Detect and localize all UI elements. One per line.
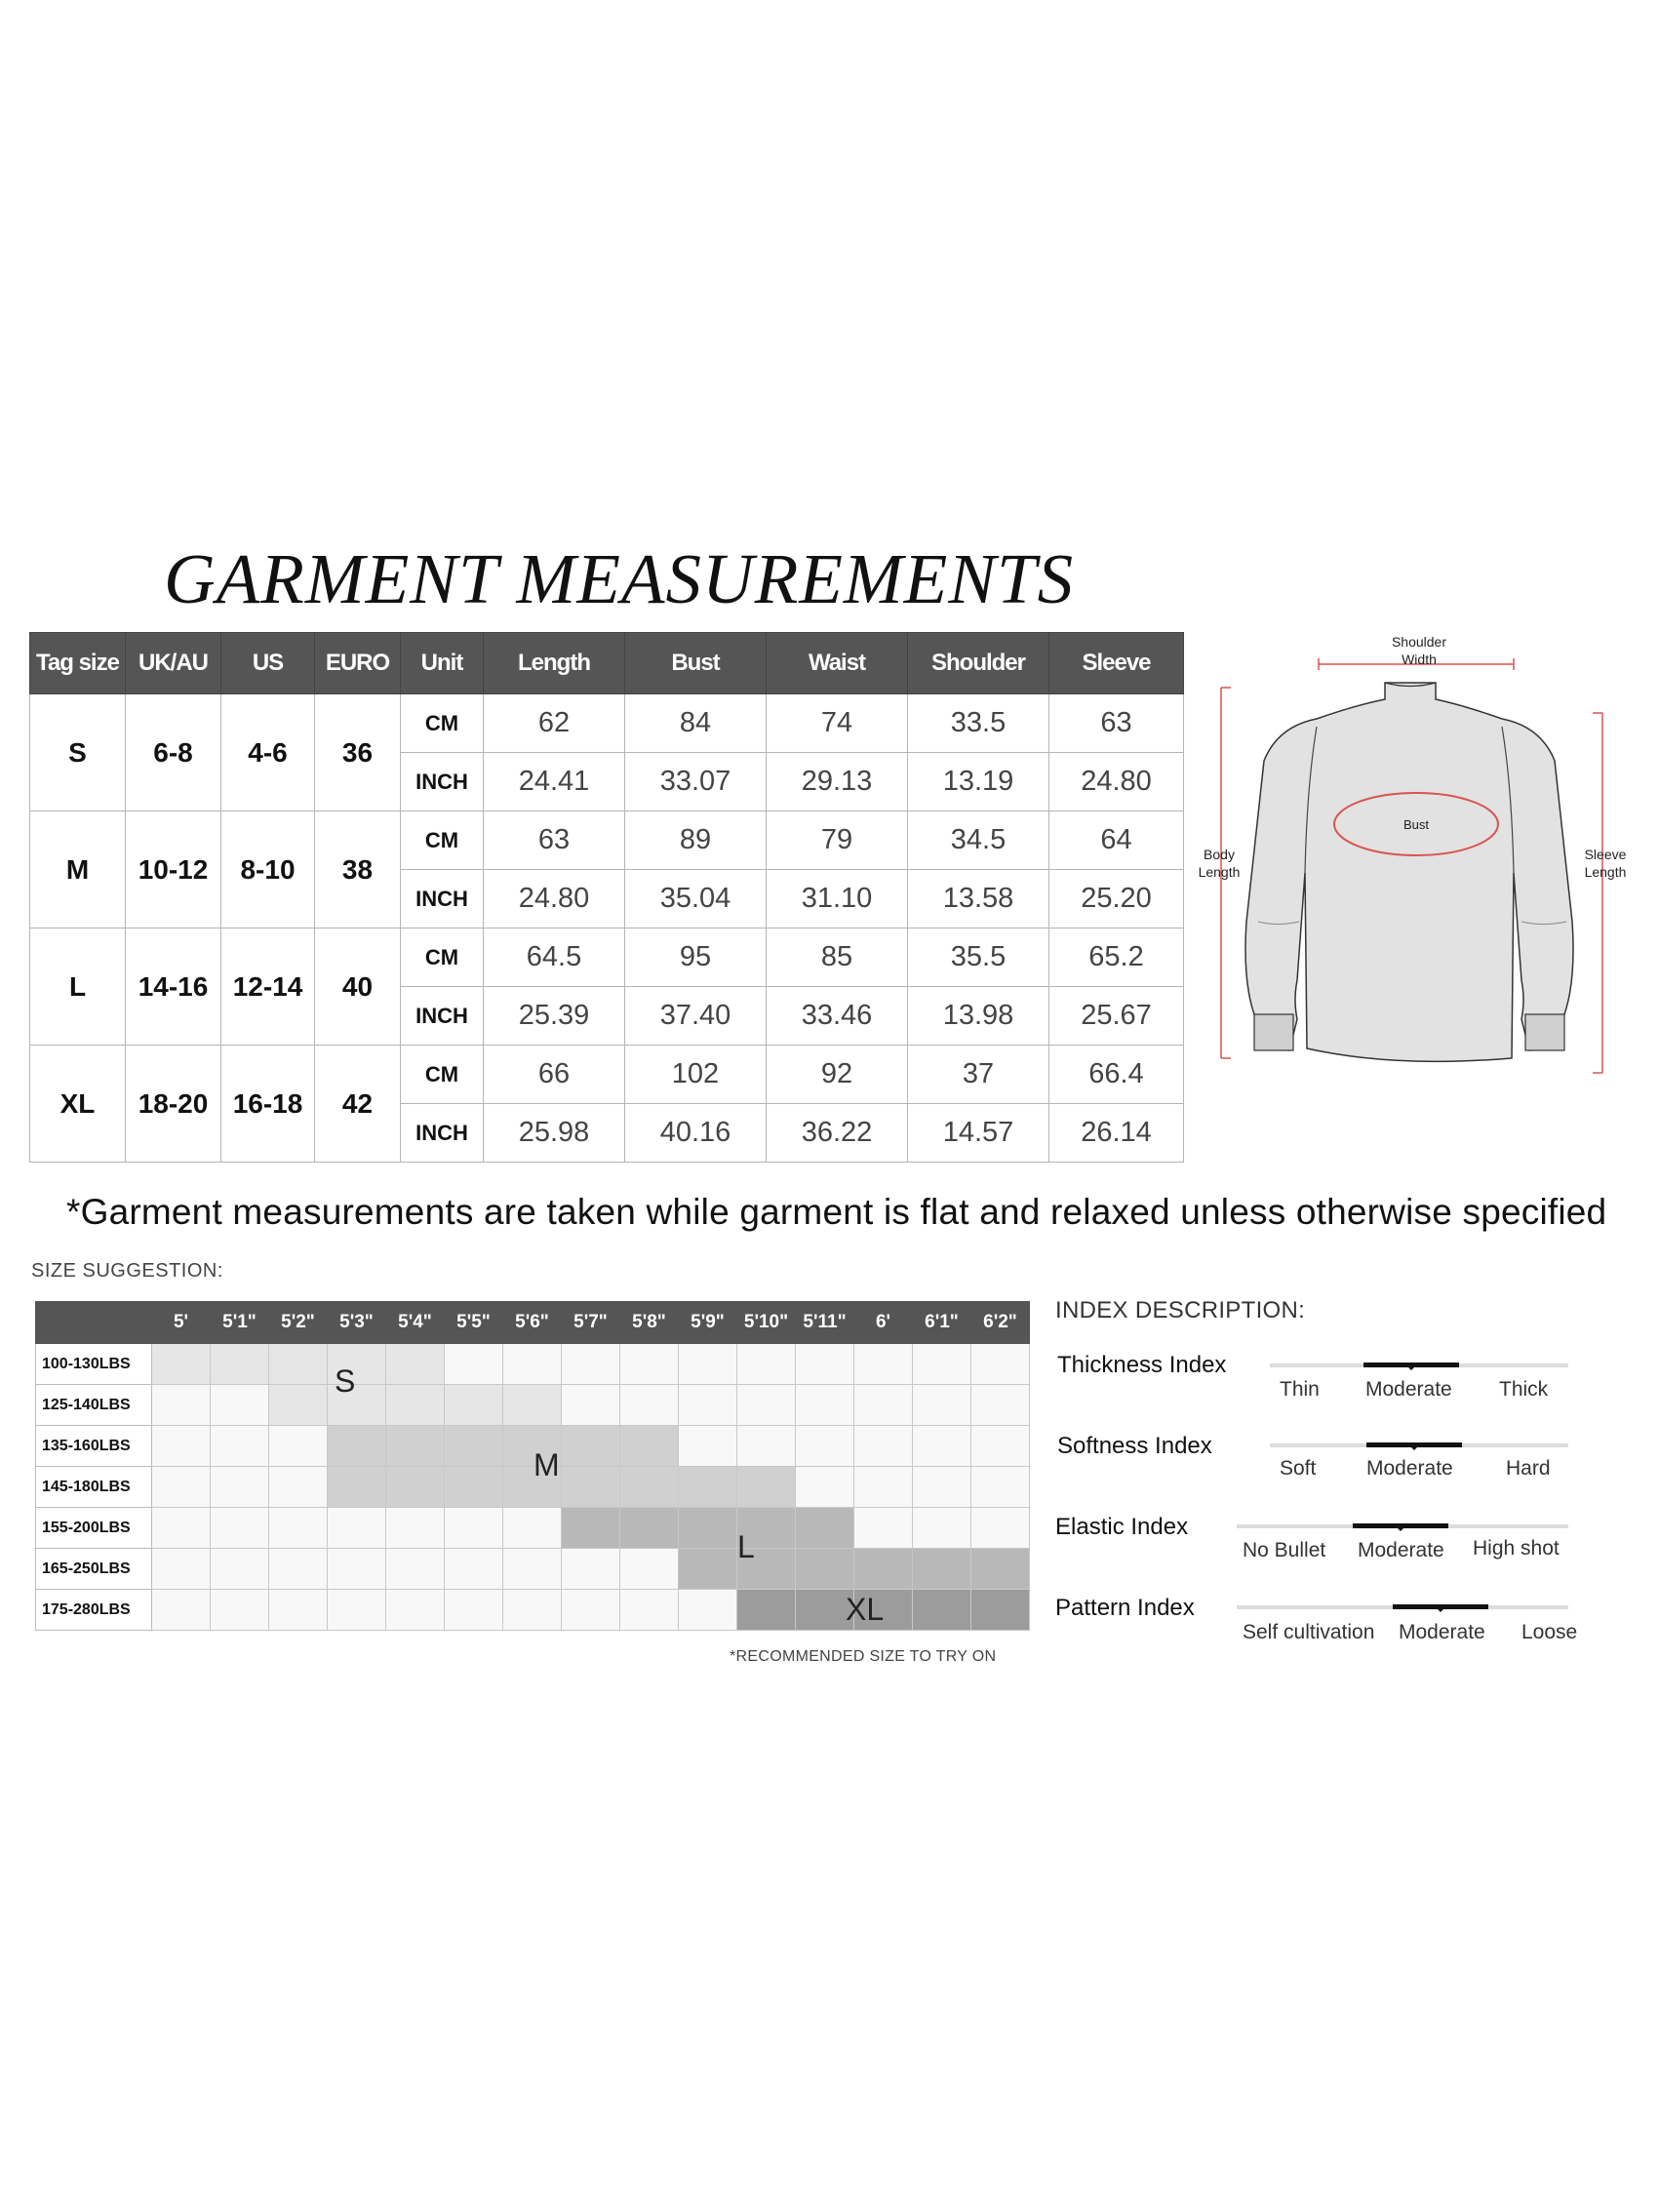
weight-row: [36, 1508, 1030, 1549]
measurement-value: 89: [625, 811, 767, 870]
grid-cell: [562, 1590, 620, 1631]
pattern-option-self-cultivation: Self cultivation: [1243, 1621, 1375, 1643]
height-header: 5'3": [328, 1302, 386, 1344]
pattern-option-loose: Loose: [1521, 1621, 1578, 1643]
uk-au-cell: 18-20: [126, 1046, 221, 1163]
measurement-value: 65.2: [1049, 928, 1184, 987]
grid-cell: [211, 1590, 269, 1631]
grid-cell: [796, 1467, 854, 1508]
grid-cell: [328, 1508, 386, 1549]
grid-cell: [854, 1385, 913, 1426]
header-uk-au: UK/AU: [126, 633, 221, 694]
unit-cell: INCH: [401, 987, 484, 1046]
grid-cell: [913, 1344, 971, 1385]
grid-cell: [445, 1385, 503, 1426]
grid-cell: [562, 1549, 620, 1590]
measurement-row-cm: [30, 928, 1184, 987]
measurement-value: 40.16: [625, 1104, 767, 1163]
grid-cell: [796, 1549, 854, 1590]
grid-cell: [796, 1426, 854, 1467]
grid-cell: [152, 1426, 211, 1467]
measurement-value: 25.98: [484, 1104, 625, 1163]
grid-cell: [913, 1467, 971, 1508]
measurement-row-cm: [30, 811, 1184, 870]
grid-cell: [796, 1385, 854, 1426]
grid-cell: [971, 1467, 1030, 1508]
uk-au-cell: 10-12: [126, 811, 221, 928]
us-cell: 16-18: [221, 1046, 315, 1163]
page-title: GARMENT MEASUREMENTS: [164, 539, 1075, 618]
grid-size-l: L: [737, 1529, 755, 1564]
header-length: Length: [484, 633, 625, 694]
thickness-option-thick: Thick: [1499, 1378, 1549, 1401]
grid-cell: [503, 1590, 562, 1631]
grid-cell: [269, 1508, 328, 1549]
grid-cell: [971, 1344, 1030, 1385]
grid-cell: [386, 1426, 445, 1467]
grid-cell: [737, 1467, 796, 1508]
uk-au-cell: 6-8: [126, 694, 221, 811]
height-header: 5': [152, 1302, 211, 1344]
grid-cell: [971, 1590, 1030, 1631]
unit-cell: INCH: [401, 870, 484, 928]
header-sleeve: Sleeve: [1049, 633, 1184, 694]
measurement-row-cm: [30, 694, 1184, 753]
grid-cell: [737, 1385, 796, 1426]
grid-cell: [386, 1508, 445, 1549]
weight-label: 165-250LBS: [36, 1549, 152, 1590]
grid-cell: [211, 1385, 269, 1426]
measurement-value: 33.46: [767, 987, 908, 1046]
grid-cell: [152, 1344, 211, 1385]
height-header: 5'8": [620, 1302, 679, 1344]
grid-cell: [562, 1344, 620, 1385]
measurement-value: 31.10: [767, 870, 908, 928]
grid-cell: [386, 1549, 445, 1590]
softness-index-label: Softness Index: [1057, 1433, 1212, 1459]
size-tag-cell: L: [30, 928, 126, 1046]
grid-cell: [620, 1590, 679, 1631]
unit-cell: CM: [401, 928, 484, 987]
height-header-row: [36, 1302, 1030, 1344]
body-length-label: Body Length: [1198, 847, 1241, 880]
measurement-value: 25.67: [1049, 987, 1184, 1046]
grid-cell: [269, 1467, 328, 1508]
grid-cell: [269, 1385, 328, 1426]
measurement-value: 63: [1049, 694, 1184, 753]
measurement-value: 35.5: [908, 928, 1049, 987]
grid-cell: [445, 1467, 503, 1508]
measurement-value: 34.5: [908, 811, 1049, 870]
us-cell: 12-14: [221, 928, 315, 1046]
grid-cell: [211, 1508, 269, 1549]
softness-option-moderate: Moderate: [1366, 1457, 1453, 1480]
measurement-value: 26.14: [1049, 1104, 1184, 1163]
index-description-label: INDEX DESCRIPTION:: [1055, 1297, 1306, 1323]
height-header: 6': [854, 1302, 913, 1344]
weight-row: [36, 1467, 1030, 1508]
grid-cell: [386, 1385, 445, 1426]
unit-cell: INCH: [401, 753, 484, 811]
elastic-index-label: Elastic Index: [1055, 1514, 1189, 1540]
unit-cell: CM: [401, 811, 484, 870]
grid-cell: [152, 1549, 211, 1590]
bust-label: Bust: [1402, 817, 1429, 832]
grid-cell: [620, 1426, 679, 1467]
grid-size-s: S: [335, 1363, 356, 1399]
measurement-value: 95: [625, 928, 767, 987]
measurement-value: 66.4: [1049, 1046, 1184, 1104]
sleeve-length-label: Sleeve Length: [1584, 847, 1627, 880]
grid-cell: [854, 1344, 913, 1385]
grid-cell: [854, 1508, 913, 1549]
measurement-value: 36.22: [767, 1104, 908, 1163]
grid-cell: [211, 1344, 269, 1385]
thickness-option-thin: Thin: [1280, 1378, 1320, 1401]
grid-cell: [737, 1590, 796, 1631]
euro-cell: 36: [315, 694, 401, 811]
grid-cell: [152, 1467, 211, 1508]
grid-cell: [445, 1549, 503, 1590]
grid-cell: [503, 1344, 562, 1385]
grid-cell: [211, 1426, 269, 1467]
grid-cell: [152, 1508, 211, 1549]
weight-label: 100-130LBS: [36, 1344, 152, 1385]
euro-cell: 40: [315, 928, 401, 1046]
grid-cell: [971, 1385, 1030, 1426]
unit-cell: INCH: [401, 1104, 484, 1163]
measurement-value: 25.39: [484, 987, 625, 1046]
grid-cell: [269, 1549, 328, 1590]
uk-au-cell: 14-16: [126, 928, 221, 1046]
grid-cell: [913, 1508, 971, 1549]
softness-option-soft: Soft: [1280, 1457, 1317, 1480]
measurement-value: 63: [484, 811, 625, 870]
grid-cell: [679, 1467, 737, 1508]
measurement-header-row: [30, 633, 1184, 694]
measurement-value: 24.41: [484, 753, 625, 811]
grid-cell: [269, 1344, 328, 1385]
measurement-value: 79: [767, 811, 908, 870]
weight-row: [36, 1549, 1030, 1590]
grid-cell: [620, 1344, 679, 1385]
height-header: 6'1": [913, 1302, 971, 1344]
measurement-value: 13.58: [908, 870, 1049, 928]
grid-cell: [211, 1467, 269, 1508]
grid-cell: [679, 1385, 737, 1426]
header-shoulder: Shoulder: [908, 633, 1049, 694]
header-tag-size: Tag size: [30, 633, 126, 694]
grid-cell: [620, 1467, 679, 1508]
grid-cell: [211, 1549, 269, 1590]
grid-cell: [386, 1344, 445, 1385]
header-bust: Bust: [625, 633, 767, 694]
grid-cell: [737, 1344, 796, 1385]
grid-cell: [503, 1508, 562, 1549]
grid-cell: [328, 1590, 386, 1631]
euro-cell: 38: [315, 811, 401, 928]
weight-row: [36, 1385, 1030, 1426]
grid-cell: [620, 1385, 679, 1426]
weight-row: [36, 1344, 1030, 1385]
euro-cell: 42: [315, 1046, 401, 1163]
height-header: 5'7": [562, 1302, 620, 1344]
grid-size-m: M: [533, 1447, 560, 1482]
weight-label: 135-160LBS: [36, 1426, 152, 1467]
garment-diagram: [1200, 629, 1648, 1087]
measurement-note: *Garment measurements are taken while garment is flat and relaxed unless otherwise specified: [66, 1192, 1607, 1232]
measurement-table: [29, 632, 1184, 1163]
grid-cell: [562, 1385, 620, 1426]
size-tag-cell: S: [30, 694, 126, 811]
weight-label: 175-280LBS: [36, 1590, 152, 1631]
grid-cell: [971, 1426, 1030, 1467]
grid-cell: [445, 1426, 503, 1467]
grid-cell: [913, 1590, 971, 1631]
measurement-value: 33.5: [908, 694, 1049, 753]
recommended-size-note: *RECOMMENDED SIZE TO TRY ON: [730, 1648, 997, 1665]
measurement-value: 13.19: [908, 753, 1049, 811]
height-header: 6'2": [971, 1302, 1030, 1344]
grid-cell: [503, 1385, 562, 1426]
height-header: 5'11": [796, 1302, 854, 1344]
softness-index-marker: [1366, 1442, 1462, 1447]
measurement-value: 85: [767, 928, 908, 987]
measurement-value: 84: [625, 694, 767, 753]
header-unit: Unit: [401, 633, 484, 694]
elastic-option-high-shot: High shot: [1473, 1537, 1560, 1560]
grid-cell: [620, 1549, 679, 1590]
pattern-option-moderate: Moderate: [1399, 1621, 1485, 1643]
measurement-value: 13.98: [908, 987, 1049, 1046]
measurement-value: 74: [767, 694, 908, 753]
us-cell: 8-10: [221, 811, 315, 928]
measurement-value: 66: [484, 1046, 625, 1104]
measurement-row-cm: [30, 1046, 1184, 1104]
grid-cell: [445, 1344, 503, 1385]
grid-cell: [152, 1590, 211, 1631]
height-header: 5'4": [386, 1302, 445, 1344]
grid-cell: [913, 1549, 971, 1590]
grid-cell: [971, 1508, 1030, 1549]
size-tag-cell: M: [30, 811, 126, 928]
elastic-option-no-bullet: No Bullet: [1243, 1539, 1326, 1561]
shoulder-width-label: Shoulder Width: [1391, 634, 1447, 667]
pattern-index-label: Pattern Index: [1055, 1595, 1195, 1621]
grid-cell: [971, 1549, 1030, 1590]
us-cell: 4-6: [221, 694, 315, 811]
measurement-value: 37: [908, 1046, 1049, 1104]
thickness-index-marker: [1363, 1363, 1459, 1367]
grid-cell: [913, 1385, 971, 1426]
grid-cell: [679, 1590, 737, 1631]
height-header: 5'10": [737, 1302, 796, 1344]
weight-row: [36, 1426, 1030, 1467]
softness-option-hard: Hard: [1506, 1457, 1551, 1480]
grid-cell: [269, 1590, 328, 1631]
grid-cell: [913, 1426, 971, 1467]
grid-cell: [562, 1467, 620, 1508]
grid-cell: [562, 1426, 620, 1467]
grid-cell: [328, 1549, 386, 1590]
thickness-option-moderate: Moderate: [1365, 1378, 1452, 1401]
elastic-option-moderate: Moderate: [1358, 1539, 1444, 1561]
grid-cell: [152, 1385, 211, 1426]
grid-cell: [854, 1467, 913, 1508]
header-us: US: [221, 633, 315, 694]
grid-cell: [679, 1426, 737, 1467]
grid-cell: [445, 1508, 503, 1549]
weight-label: 145-180LBS: [36, 1467, 152, 1508]
height-header: 5'2": [269, 1302, 328, 1344]
grid-cell: [328, 1426, 386, 1467]
header-euro: EURO: [315, 633, 401, 694]
measurement-value: 64: [1049, 811, 1184, 870]
grid-cell: [386, 1467, 445, 1508]
weight-label: 155-200LBS: [36, 1508, 152, 1549]
pattern-index-marker: [1393, 1604, 1488, 1609]
measurement-value: 92: [767, 1046, 908, 1104]
size-suggestion-grid: [35, 1301, 1030, 1631]
unit-cell: CM: [401, 694, 484, 753]
grid-cell: [796, 1344, 854, 1385]
grid-cell: [854, 1426, 913, 1467]
size-tag-cell: XL: [30, 1046, 126, 1163]
height-header: 5'6": [503, 1302, 562, 1344]
grid-cell: [620, 1508, 679, 1549]
measurement-value: 14.57: [908, 1104, 1049, 1163]
height-header: 5'9": [679, 1302, 737, 1344]
unit-cell: CM: [401, 1046, 484, 1104]
elastic-index-marker: [1353, 1523, 1448, 1528]
grid-cell: [679, 1549, 737, 1590]
measurement-value: 25.20: [1049, 870, 1184, 928]
measurement-value: 24.80: [484, 870, 625, 928]
measurement-value: 64.5: [484, 928, 625, 987]
measurement-value: 37.40: [625, 987, 767, 1046]
grid-cell: [269, 1426, 328, 1467]
measurement-value: 62: [484, 694, 625, 753]
grid-cell: [796, 1508, 854, 1549]
grid-cell: [854, 1549, 913, 1590]
grid-cell: [503, 1549, 562, 1590]
measurement-value: 24.80: [1049, 753, 1184, 811]
grid-size-xl: XL: [846, 1592, 885, 1627]
measurement-value: 33.07: [625, 753, 767, 811]
weight-label: 125-140LBS: [36, 1385, 152, 1426]
height-header: 5'5": [445, 1302, 503, 1344]
grid-corner: [36, 1302, 152, 1344]
thickness-index-label: Thickness Index: [1057, 1352, 1227, 1378]
grid-cell: [679, 1344, 737, 1385]
measurement-value: 102: [625, 1046, 767, 1104]
size-suggestion-label: SIZE SUGGESTION:: [31, 1260, 223, 1282]
grid-cell: [386, 1590, 445, 1631]
height-header: 5'1": [211, 1302, 269, 1344]
grid-cell: [328, 1467, 386, 1508]
measurement-value: 29.13: [767, 753, 908, 811]
measurement-value: 35.04: [625, 870, 767, 928]
grid-cell: [737, 1426, 796, 1467]
grid-cell: [562, 1508, 620, 1549]
grid-cell: [445, 1590, 503, 1631]
grid-cell: [679, 1508, 737, 1549]
header-waist: Waist: [767, 633, 908, 694]
